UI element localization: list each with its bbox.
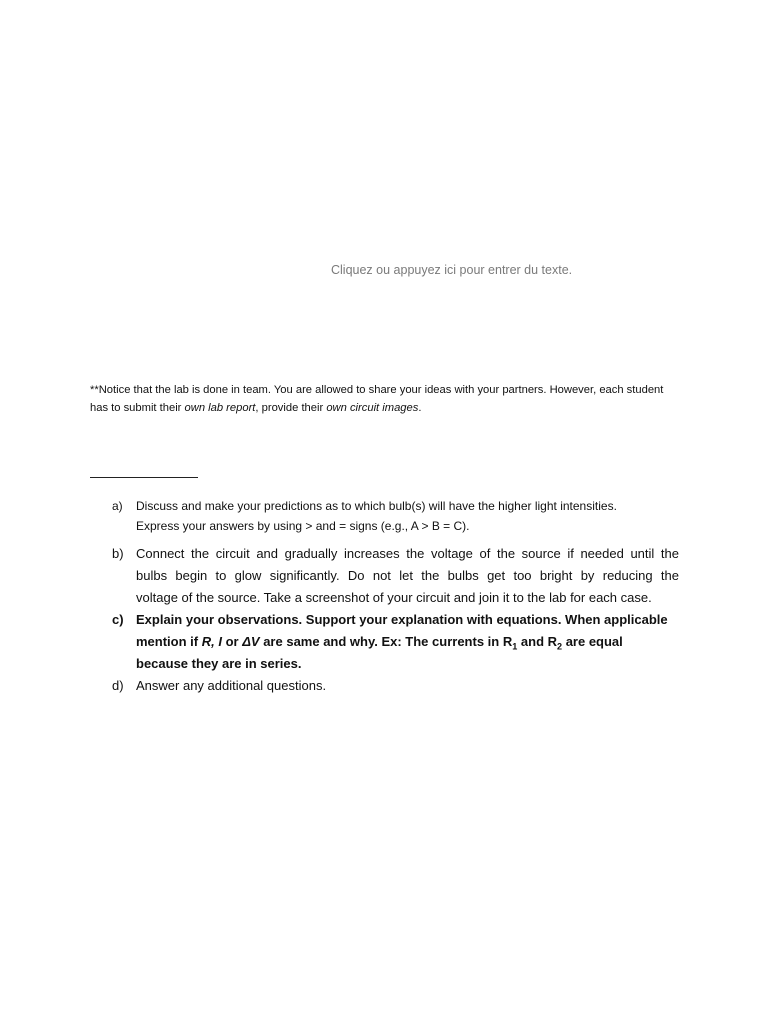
text-run: are equal xyxy=(562,634,623,649)
list-item-line: because they are in series. xyxy=(136,656,302,671)
list-item-line xyxy=(136,631,679,653)
text-placeholder-field[interactable]: Cliquez ou appuyez ici pour entrer du texte. xyxy=(331,263,573,277)
list-marker: c) xyxy=(112,612,124,627)
list-item-line: Answer any additional questions. xyxy=(136,678,327,693)
notice-emphasis-lab-report: own lab report xyxy=(184,402,256,414)
list-item-line: Express your answers by using > and = signs (e.g., A > B = C). xyxy=(136,519,470,533)
notice-text: , provide their xyxy=(255,402,327,414)
list-item-body xyxy=(136,609,679,675)
text-run: are same and why. Ex: The currents in R xyxy=(259,634,513,649)
list-item-line: Discuss and make your predictions as to which bulb(s) will have the higher light intensities. xyxy=(136,499,617,513)
notice-emphasis-circuit-images: own circuit images xyxy=(326,402,419,414)
text-run: mention if xyxy=(136,634,202,649)
list-marker: d) xyxy=(112,678,124,693)
notice-line-1: **Notice that the lab is done in team. You are allowed to share your ideas with your partners. However, each student xyxy=(90,384,664,396)
subscript-2: 2 xyxy=(557,641,563,652)
footnote-divider xyxy=(90,477,198,478)
list-marker: a) xyxy=(112,499,123,513)
list-item-body xyxy=(136,496,679,536)
list-item-body xyxy=(136,543,679,609)
list-item-line: bulbs begin to glow significantly. Do not let the bulbs get too bright by reducing the xyxy=(136,568,679,583)
notice-line-2 xyxy=(90,399,690,417)
list-item-line: Explain your observations. Support your explanation with equations. When applicable xyxy=(136,612,668,627)
text-run: or xyxy=(221,634,243,649)
subscript-1: 1 xyxy=(512,641,518,652)
text-run: and R xyxy=(517,634,558,649)
list-item-line: voltage of the source. Take a screenshot of your circuit and join it to the lab for each case. xyxy=(136,590,652,605)
list-marker: b) xyxy=(112,546,124,561)
notice-text: has to submit their xyxy=(90,402,185,414)
notice-text: . xyxy=(418,402,422,414)
list-item-body xyxy=(136,675,679,697)
variable-delta-v: ΔV xyxy=(242,634,260,649)
team-notice xyxy=(90,381,690,417)
variable-r-i: R, I xyxy=(201,634,222,649)
list-item-line: Connect the circuit and gradually increases the voltage of the source if needed until the xyxy=(136,546,679,561)
